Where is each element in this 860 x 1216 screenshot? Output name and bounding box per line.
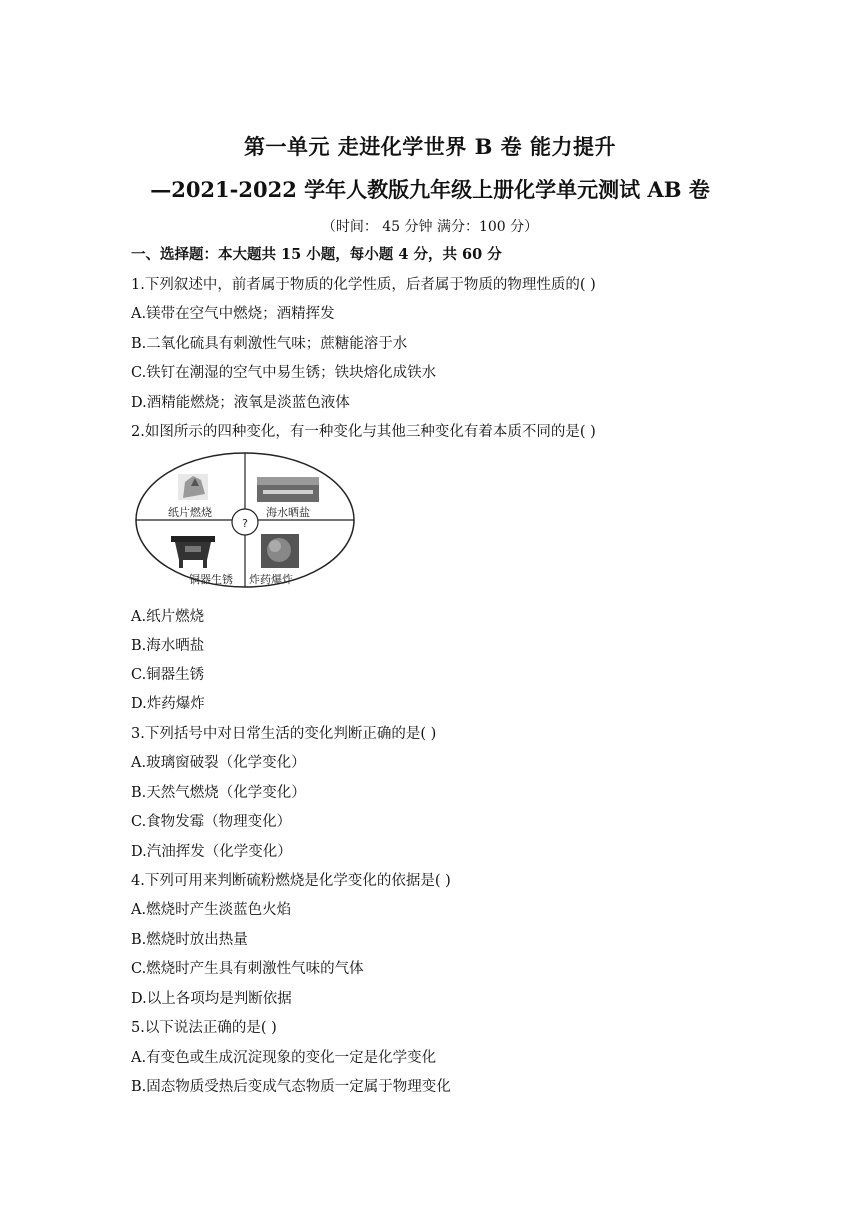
question-2-option-b: B.海水晒盐 <box>131 638 205 654</box>
sea-salt-photo <box>257 477 319 502</box>
question-4-option-a: A.燃烧时产生淡蓝色火焰 <box>131 902 292 918</box>
question-1-option-d: D.酒精能燃烧；液氧是淡蓝色液体 <box>131 395 350 411</box>
question-2-stem: 2.如图所示的四种变化，有一种变化与其他三种变化有着本质不同的是( ) <box>131 424 596 440</box>
question-4-option-d: D.以上各项均是判断依据 <box>131 991 292 1007</box>
question-5-stem: 5.以下说法正确的是( ) <box>131 1020 277 1036</box>
figure-label-sea-salt: 海水晒盐 <box>266 506 310 519</box>
section-heading: 一、选择题：本大题共 15 小题，每小题 4 分，共 60 分 <box>131 246 502 263</box>
figure-label-bronze-rust: 铜器生锈 <box>189 573 233 586</box>
question-1-option-b: B.二氧化硫具有刺激性气味；蔗糖能溶于水 <box>131 336 408 352</box>
explosion-photo <box>261 534 299 568</box>
figure-label-explosion: 炸药爆炸 <box>249 573 293 586</box>
question-5-option-b: B.固态物质受热后变成气态物质一定属于物理变化 <box>131 1079 451 1095</box>
question-4-option-b: B.燃烧时放出热量 <box>131 932 248 948</box>
question-2-option-c: C.铜器生锈 <box>131 667 205 683</box>
question-1-stem: 1.下列叙述中，前者属于物质的化学性质，后者属于物质的物理性质的( ) <box>131 277 596 293</box>
exam-meta: （时间： 45 分钟 满分：100 分） <box>321 219 539 235</box>
question-1-option-a: A.镁带在空气中燃烧；酒精挥发 <box>131 306 335 322</box>
question-3-option-c: C.食物发霉（物理变化） <box>131 814 292 830</box>
question-4-stem: 4.下列可用来判断硫粉燃烧是化学变化的依据是( ) <box>131 873 451 889</box>
paper-burning-photo <box>178 474 208 500</box>
question-3-option-a: A.玻璃窗破裂（化学变化） <box>131 755 306 771</box>
question-3-option-b: B.天然气燃烧（化学变化） <box>131 785 306 801</box>
page-title: 第一单元 走进化学世界 B 卷 能力提升 <box>244 134 616 159</box>
page-subtitle: —2021-2022 学年人教版九年级上册化学单元测试 AB 卷 <box>150 177 710 202</box>
question-2-option-a: A.纸片燃烧 <box>131 609 205 625</box>
figure-label-paper-burning: 纸片燃烧 <box>168 506 212 519</box>
question-1-option-c: C.铁钉在潮湿的空气中易生锈；铁块熔化成铁水 <box>131 365 437 381</box>
question-4-option-c: C.燃烧时产生具有刺激性气味的气体 <box>131 961 364 977</box>
question-3-option-d: D.汽油挥发（化学变化） <box>131 844 292 860</box>
question-5-option-a: A.有变色或生成沉淀现象的变化一定是化学变化 <box>131 1050 437 1066</box>
question-2-option-d: D.炸药爆炸 <box>131 696 205 712</box>
question-2-figure <box>133 450 357 590</box>
figure-center-label: ? <box>242 517 248 530</box>
question-3-stem: 3.下列括号中对日常生活的变化判断正确的是( ) <box>131 726 437 742</box>
